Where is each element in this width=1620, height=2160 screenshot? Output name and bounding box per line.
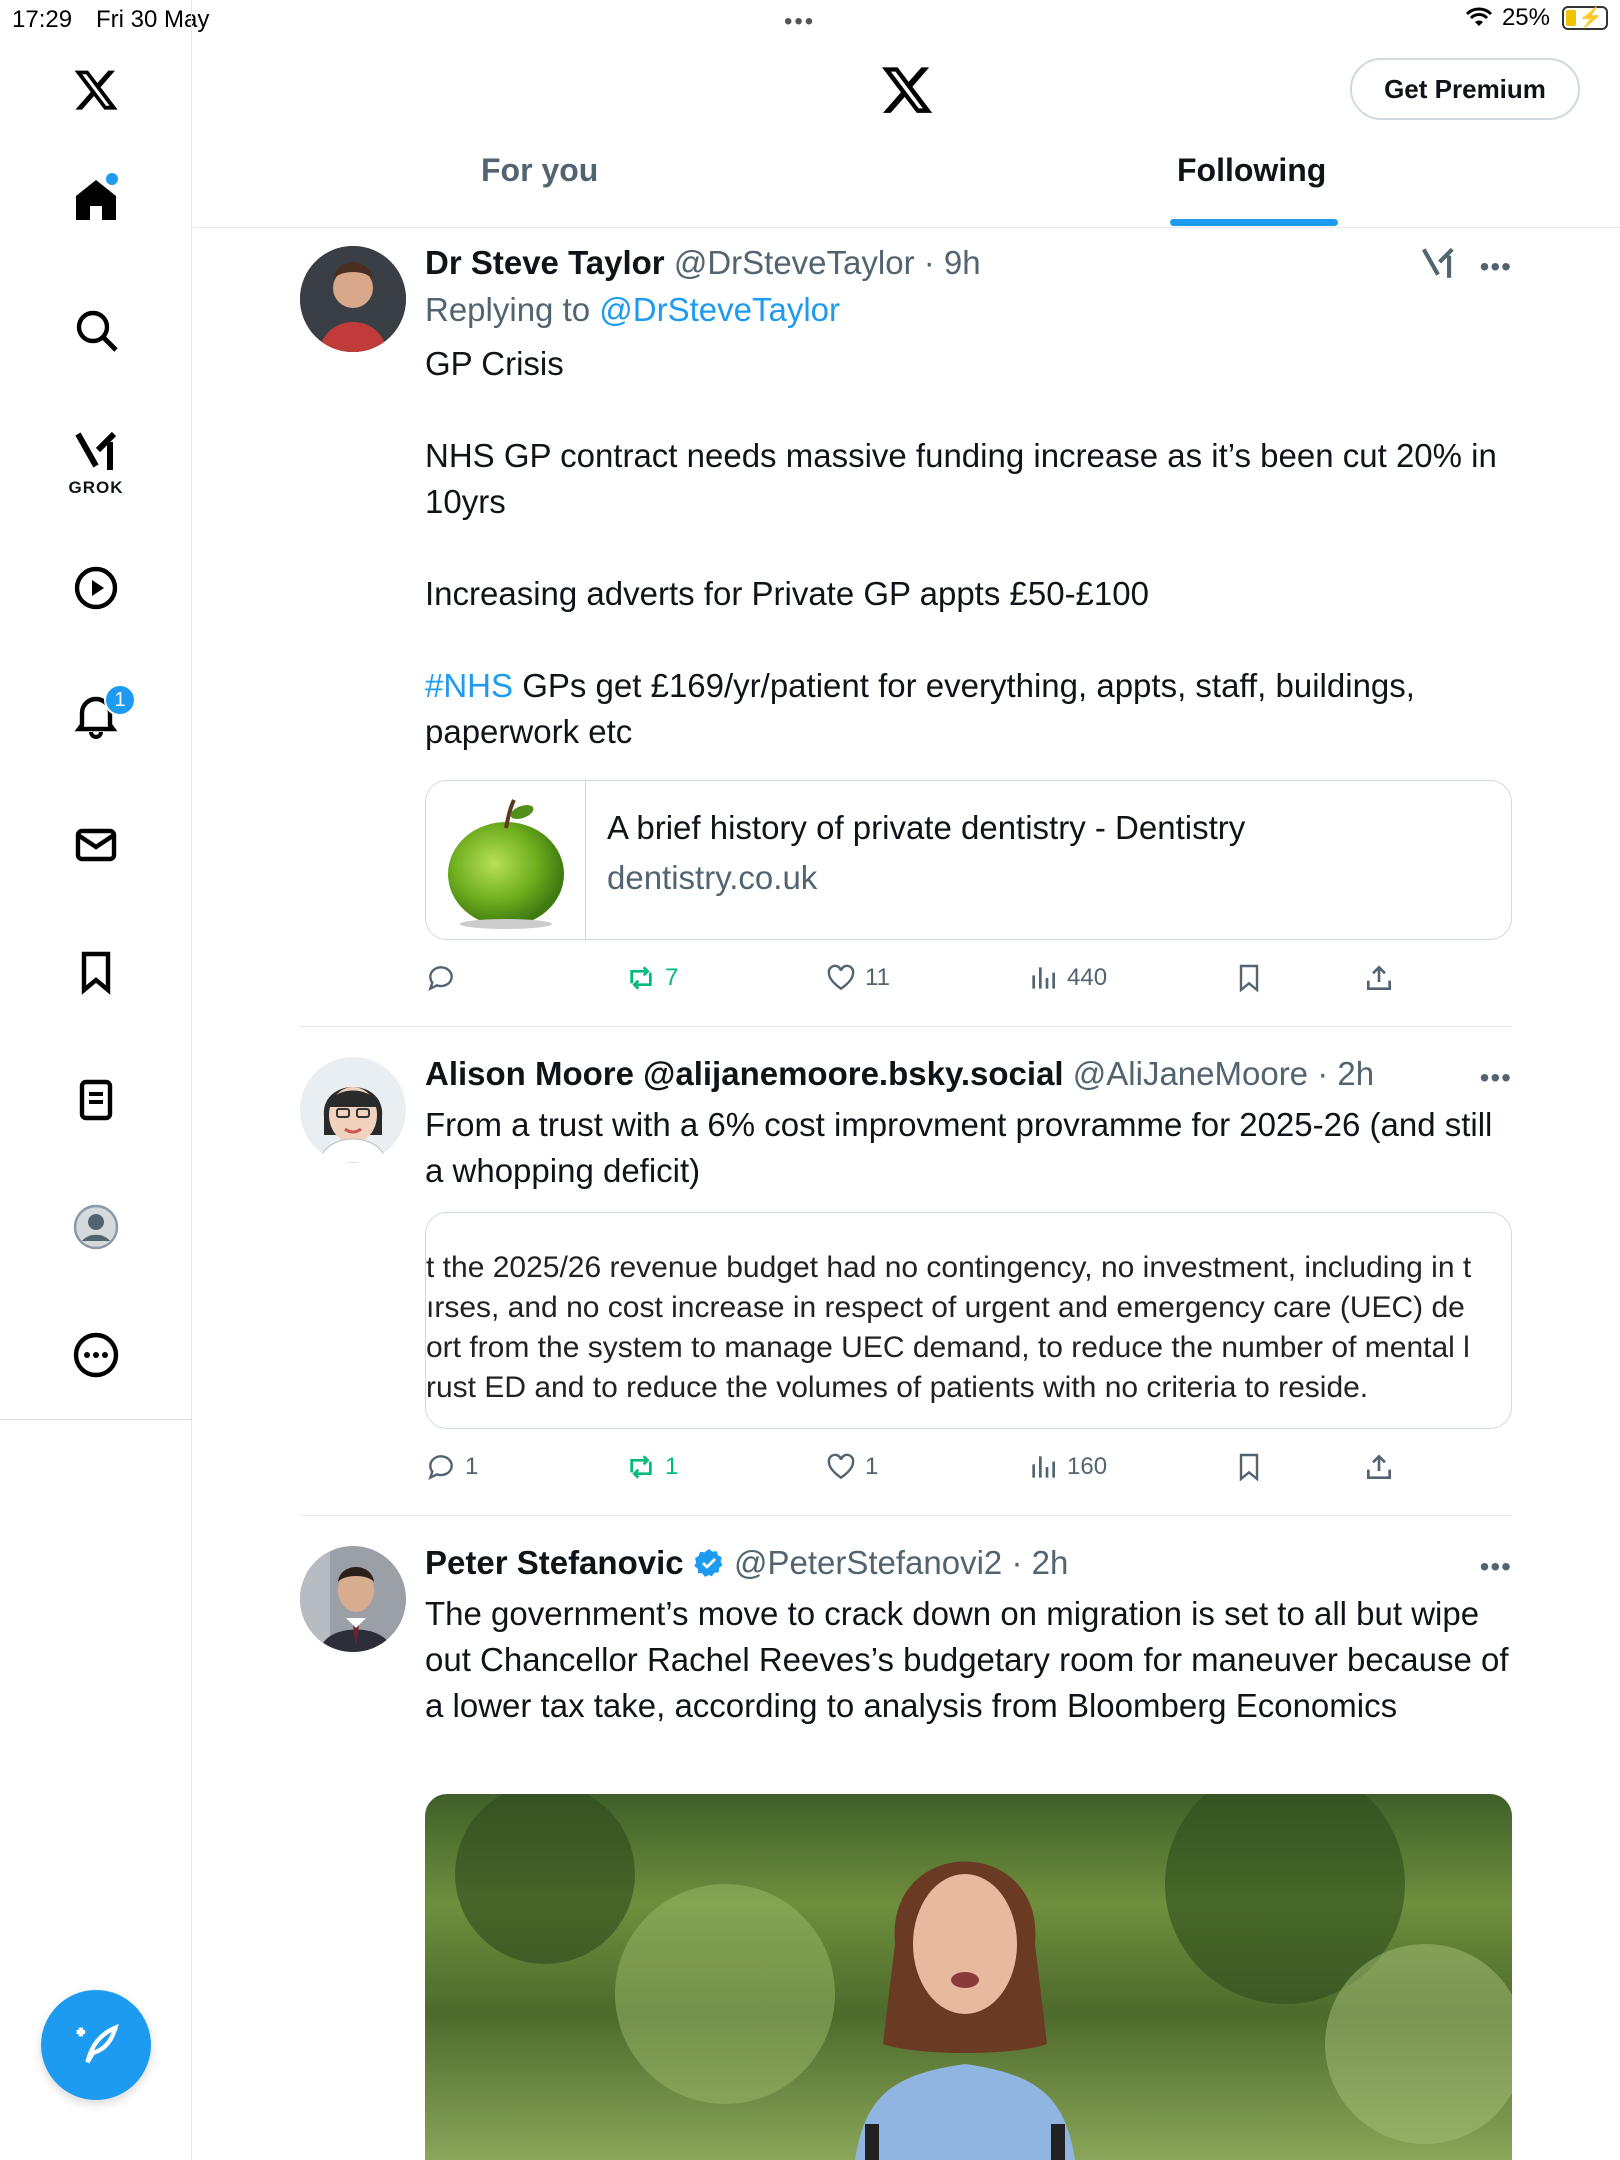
- share-icon: [1363, 1451, 1395, 1483]
- compose-post-button[interactable]: [41, 1990, 151, 2100]
- repost-button[interactable]: [625, 1451, 678, 1483]
- messages-mail-icon[interactable]: [66, 815, 126, 875]
- views-chart-icon: [1027, 962, 1059, 994]
- views-count: 160: [1067, 1453, 1108, 1480]
- battery-percent: 25%: [1501, 4, 1550, 31]
- tweet-text-line: Increasing adverts for Private GP appts £50-£100: [425, 575, 1149, 612]
- sidebar-divider: [0, 1419, 192, 1420]
- hashtag-link[interactable]: #NHS: [425, 667, 514, 704]
- x-logo-center-icon[interactable]: [879, 62, 935, 118]
- reply-button[interactable]: [425, 1451, 478, 1483]
- reply-icon: [425, 962, 457, 994]
- image-text-line: t the 2025/26 revenue budget had no contingency, no investment, including in t: [426, 1251, 1472, 1284]
- repost-count: 1: [665, 1453, 679, 1480]
- bookmark-icon: [1233, 1451, 1265, 1483]
- verified-badge-icon: [693, 1547, 725, 1579]
- tweet-text-line: GP Crisis: [425, 345, 564, 382]
- more-options-icon[interactable]: [66, 1325, 126, 1385]
- image-text-line: ort from the system to manage UEC demand, to reduce the number of mental l: [426, 1331, 1470, 1364]
- tab-following[interactable]: Following: [1177, 152, 1327, 188]
- tweet-time[interactable]: · 2h: [1011, 1544, 1069, 1581]
- status-time: 17:29: [12, 6, 73, 33]
- wifi-icon: [1464, 6, 1494, 30]
- repost-icon: [625, 1451, 657, 1483]
- like-count: 11: [865, 964, 890, 991]
- grok-label: GROK: [68, 478, 124, 497]
- tweet-actions: [425, 1451, 1512, 1491]
- author-handle[interactable]: @DrSteveTaylor: [673, 244, 915, 281]
- grok-icon[interactable]: [66, 420, 126, 480]
- repost-count: 7: [665, 964, 679, 991]
- tab-for-you[interactable]: For you: [481, 152, 599, 188]
- green-apple-image: [436, 790, 576, 930]
- x-logo-icon[interactable]: [66, 60, 126, 120]
- avatar[interactable]: [300, 246, 406, 352]
- replying-to-line: [425, 287, 1512, 333]
- reply-button[interactable]: [425, 962, 465, 994]
- reply-icon: [425, 1451, 457, 1483]
- image-text-line: rust ED and to reduce the volumes of patients with no criteria to reside.: [426, 1371, 1369, 1404]
- tweet-body: [425, 243, 1512, 991]
- share-button[interactable]: [1363, 1451, 1395, 1483]
- link-preview-card[interactable]: [425, 780, 1512, 940]
- video-play-icon[interactable]: [66, 558, 126, 618]
- like-button[interactable]: [825, 1451, 878, 1483]
- tweet-meta: [425, 1054, 1512, 1094]
- photo-portrait-image: [425, 1794, 1512, 2160]
- lists-icon[interactable]: [66, 1070, 126, 1130]
- like-count: 1: [865, 1453, 879, 1480]
- avatar[interactable]: [300, 1057, 406, 1163]
- views-button[interactable]: [1027, 962, 1107, 994]
- tweet-time[interactable]: · 2h: [1317, 1055, 1375, 1092]
- tweet-body: [425, 1054, 1512, 1480]
- tweet-separator: [300, 1026, 1512, 1027]
- heart-icon: [825, 962, 857, 994]
- bookmark-button[interactable]: [1233, 962, 1265, 994]
- tweet-body: [425, 1543, 1518, 1729]
- bookmarks-icon[interactable]: [66, 942, 126, 1002]
- tweet-more-icon[interactable]: •••: [1479, 1062, 1512, 1093]
- author-name[interactable]: Dr Steve Taylor: [425, 244, 665, 281]
- author-handle[interactable]: @AliJaneMoore: [1072, 1055, 1309, 1092]
- tweet-text-line: [425, 663, 1512, 755]
- like-button[interactable]: [825, 962, 890, 994]
- home-new-dot: [106, 173, 118, 185]
- sidebar: [0, 0, 192, 2160]
- tweet-photo[interactable]: [425, 1794, 1512, 2160]
- status-date: Fri 30 May: [96, 6, 210, 33]
- status-right: [1464, 4, 1608, 32]
- views-chart-icon: [1027, 1451, 1059, 1483]
- share-button[interactable]: [1363, 962, 1395, 994]
- notifications-badge: 1: [104, 684, 136, 716]
- tweet-meta: [425, 1543, 1512, 1583]
- tweet[interactable]: [300, 1054, 1512, 1514]
- tweet-meta: [425, 243, 1512, 283]
- views-count: 440: [1067, 964, 1108, 991]
- get-premium-button[interactable]: Get Premium: [1350, 58, 1580, 120]
- author-handle[interactable]: @PeterStefanovi2: [733, 1544, 1003, 1581]
- tweet-time[interactable]: · 9h: [923, 244, 981, 281]
- profile-avatar-icon[interactable]: [66, 1197, 126, 1257]
- attached-image-card[interactable]: [425, 1212, 1512, 1429]
- repost-button[interactable]: [625, 962, 678, 994]
- bookmark-icon: [1233, 962, 1265, 994]
- link-card-domain: dentistry.co.uk: [607, 859, 818, 896]
- grok-explain-icon[interactable]: [1419, 243, 1457, 281]
- image-text-line: ırses, and no cost increase in respect of urgent and emergency care (UEC) de: [426, 1291, 1465, 1324]
- tweet-separator: [300, 1515, 1512, 1516]
- views-button[interactable]: [1027, 1451, 1107, 1483]
- tweet[interactable]: [300, 1543, 1518, 2160]
- author-name[interactable]: Peter Stefanovic: [425, 1544, 684, 1581]
- hashtag-rest-text: GPs get £169/yr/patient for everything, appts, staff, buildings, paperwork etc: [425, 667, 1425, 750]
- multitasking-dots-icon[interactable]: •••: [784, 8, 816, 35]
- compose-feather-icon: [70, 2019, 122, 2071]
- tweet-text-line: NHS GP contract needs massive funding increase as it’s been cut 20% in 10yrs: [425, 437, 1507, 520]
- search-icon[interactable]: [66, 300, 126, 360]
- tweet-actions: [425, 962, 1512, 1002]
- tweet-text: From a trust with a 6% cost improvment provramme for 2025-26 (and still a whopping deficit): [425, 1106, 1502, 1189]
- battery-icon: ⚡: [1562, 6, 1608, 30]
- timeline-header: [193, 40, 1620, 228]
- avatar[interactable]: [300, 1546, 406, 1652]
- link-card-title: A brief history of private dentistry - Dentistry: [607, 809, 1246, 846]
- tweet[interactable]: [300, 243, 1512, 995]
- replying-prefix: Replying to: [425, 291, 591, 328]
- bookmark-button[interactable]: [1233, 1451, 1265, 1483]
- tweet-more-icon[interactable]: •••: [1479, 251, 1512, 282]
- status-bar: [0, 0, 1620, 40]
- active-tab-indicator: [1170, 219, 1338, 226]
- tweet-text: The government’s move to crack down on migration is set to all but wipe out Chancellor Rachel Reeves’s budgetary room for maneuver because of a lower tax take, according to analysis from Bloomberg Economics: [425, 1595, 1518, 1724]
- tweet-more-icon[interactable]: •••: [1479, 1551, 1512, 1582]
- reply-count: 1: [465, 1453, 479, 1480]
- replying-to-link[interactable]: @DrSteveTaylor: [599, 291, 841, 328]
- link-card-thumbnail: [426, 781, 586, 939]
- author-name[interactable]: Alison Moore @alijanemoore.bsky.social: [425, 1055, 1064, 1092]
- share-icon: [1363, 962, 1395, 994]
- heart-icon: [825, 1451, 857, 1483]
- repost-icon: [625, 962, 657, 994]
